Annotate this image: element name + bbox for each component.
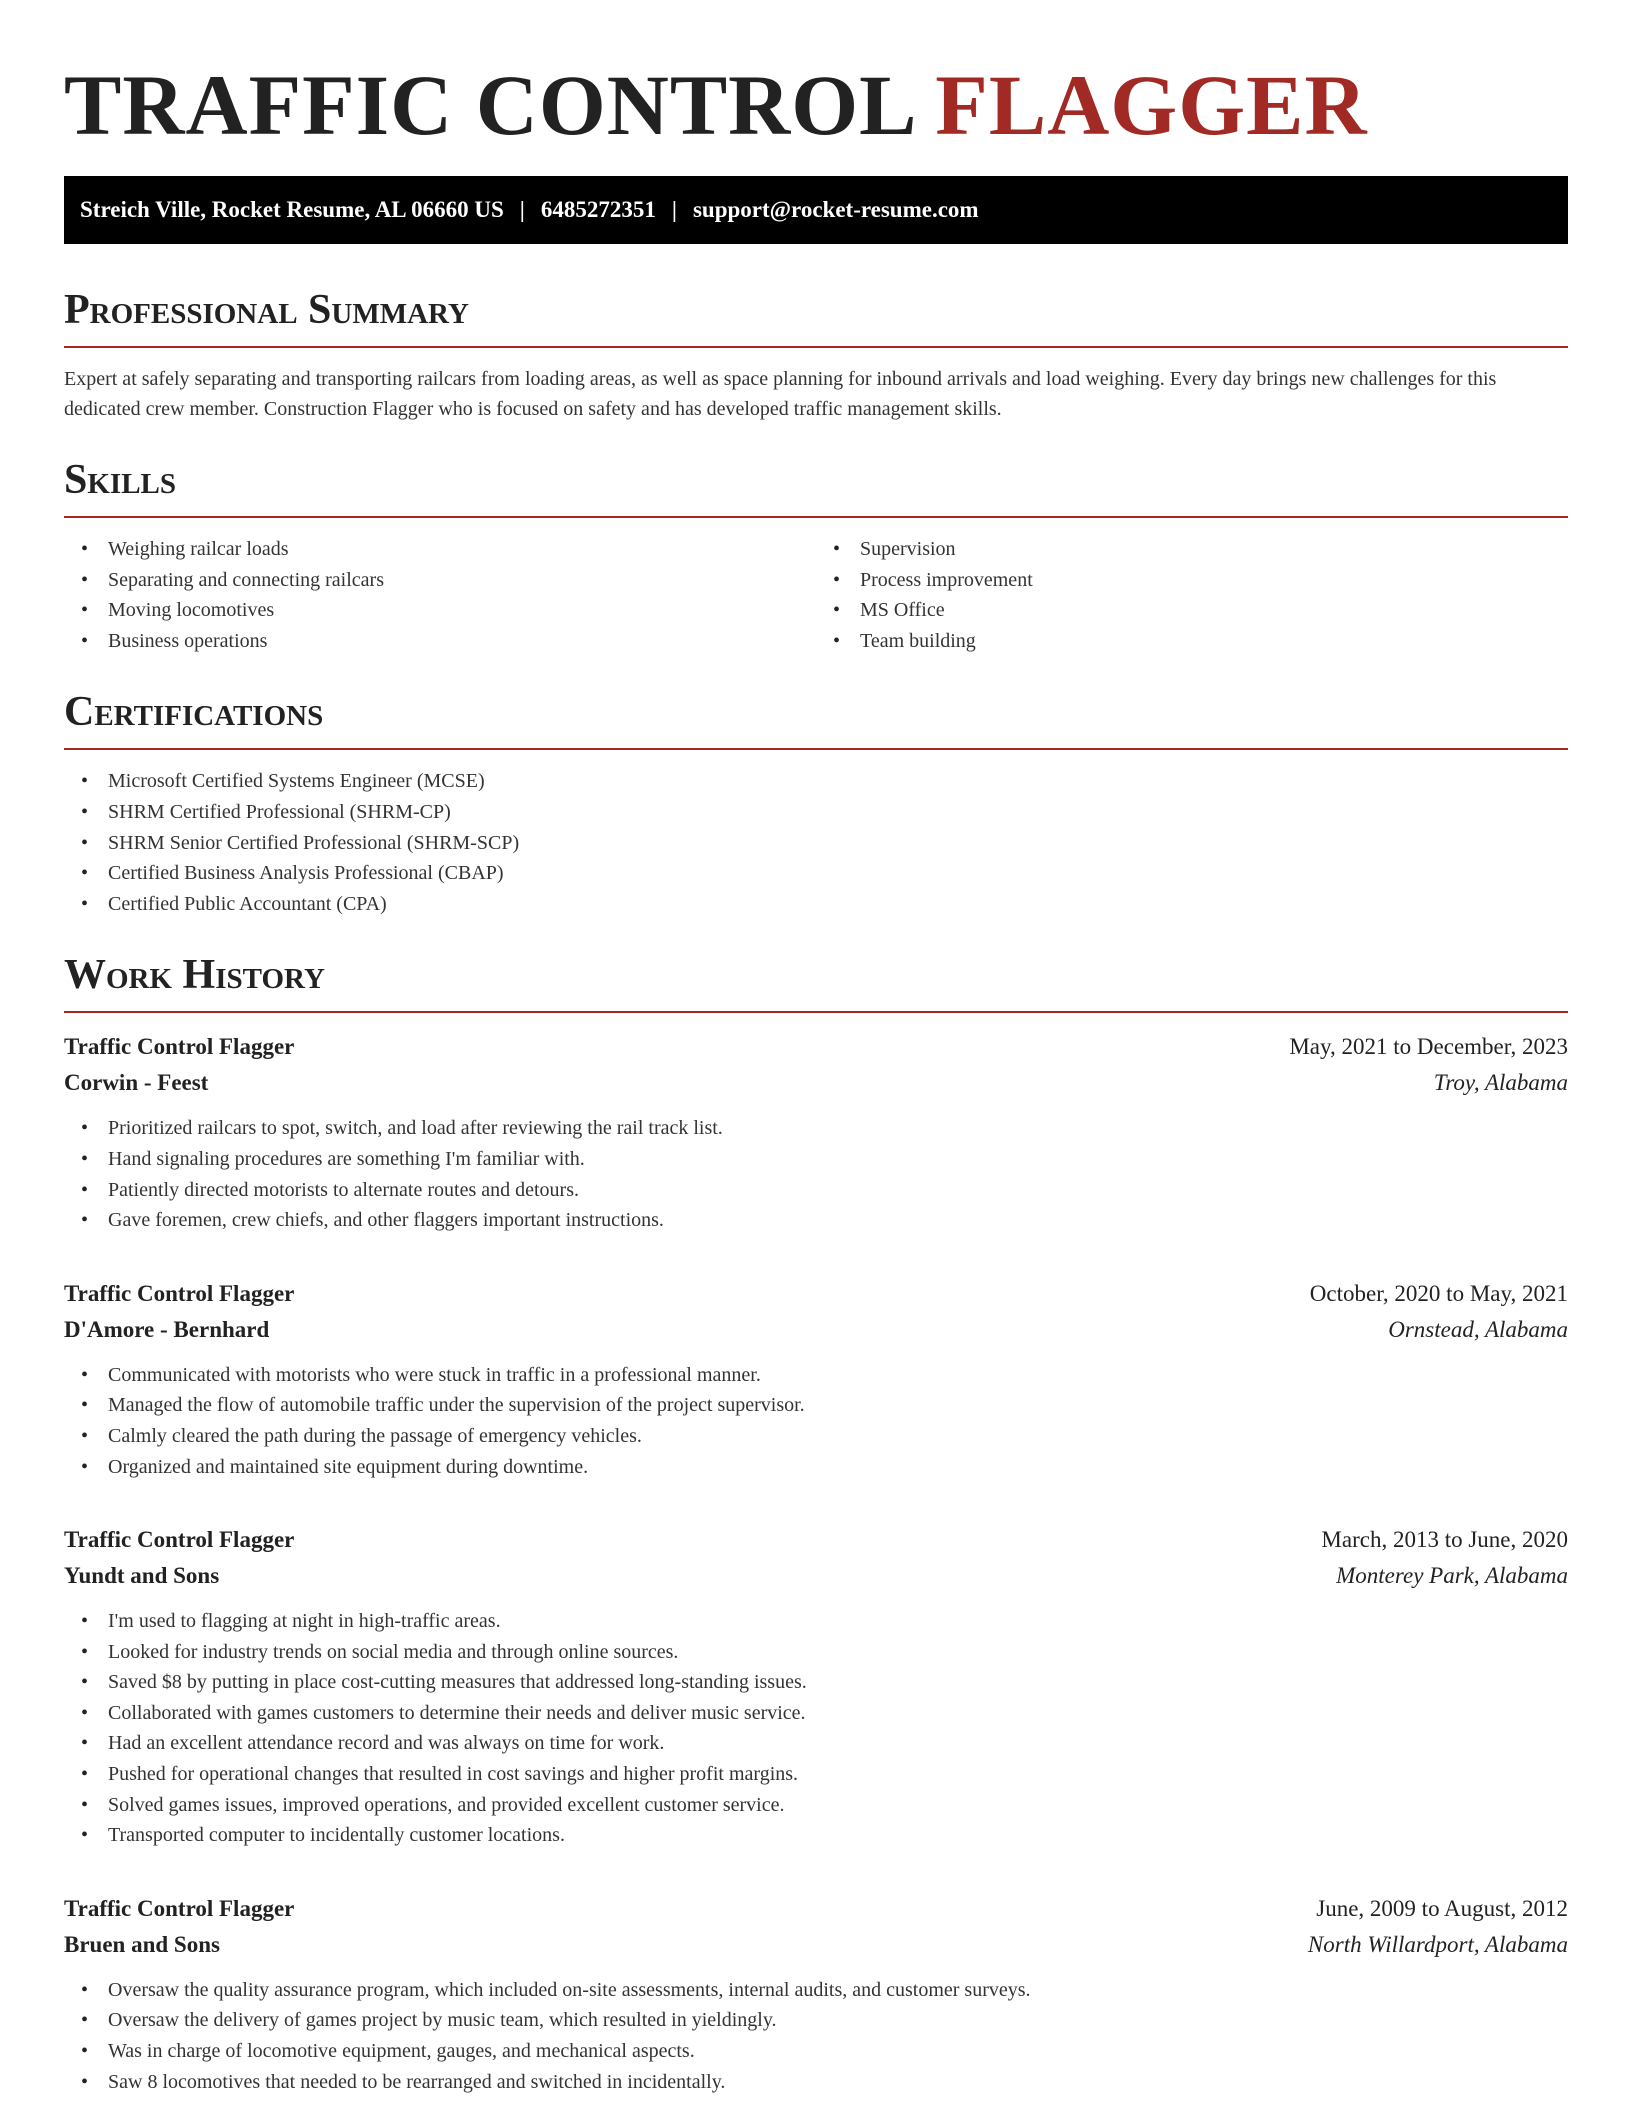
section-title-skills: Skills xyxy=(64,456,1568,518)
contact-address: Streich Ville, Rocket Resume, AL 06660 US xyxy=(80,197,504,222)
summary-section xyxy=(64,286,1568,424)
job-duty-item: • Saw 8 locomotives that needed to be rearranged and switched in incidentally. xyxy=(64,2067,1568,2098)
job-duty-item: • Collaborated with games customers to determine their needs and deliver music service. xyxy=(64,1698,1568,1729)
job-duty-item: • Saved $8 by putting in place cost-cutting measures that addressed long-standing issues. xyxy=(64,1667,1568,1698)
skill-item: • Weighing railcar loads xyxy=(64,534,816,565)
skills-list-right xyxy=(816,534,1568,656)
job-duty-item: • Prioritized railcars to spot, switch, and load after reviewing the rail track list. xyxy=(64,1113,1568,1144)
job-header-row xyxy=(64,1891,1568,1927)
summary-text: Expert at safely separating and transporting railcars from loading areas, as well as space planning for inbound arrivals and load weighing. Every day brings new challenges for this dedicated crew member. Construction Flagger who is focused on safety and has developed traffic management skills. xyxy=(64,368,1497,420)
job-duty-item: • Communicated with motorists who were stuck in traffic in a professional manner. xyxy=(64,1360,1568,1391)
job-dates: June, 2009 to August, 2012 xyxy=(1316,1895,1568,1921)
job-location: Ornstead, Alabama xyxy=(1388,1316,1568,1342)
job-duty-item: • Managed the flow of automobile traffic under the supervision of the project supervisor. xyxy=(64,1390,1568,1421)
job-entry xyxy=(64,1029,1568,1235)
contact-bar xyxy=(64,176,1568,244)
job-company: D'Amore - Bernhard xyxy=(64,1316,270,1342)
skill-item: • Moving locomotives xyxy=(64,595,816,626)
job-entry xyxy=(64,1891,1568,2097)
job-subheader-row xyxy=(64,1558,1568,1594)
contact-phone[interactable]: 6485272351 xyxy=(540,197,656,222)
job-duties-list xyxy=(64,1360,1568,1482)
job-subheader-row xyxy=(64,1927,1568,1963)
skill-item: • Process improvement xyxy=(816,565,1568,596)
skill-item: • Separating and connecting railcars xyxy=(64,565,816,596)
job-duty-item: • Transported computer to incidentally customer locations. xyxy=(64,1820,1568,1851)
job-entry xyxy=(64,1276,1568,1482)
skills-columns xyxy=(64,518,1568,656)
skill-item: • Team building xyxy=(816,626,1568,657)
job-header-row xyxy=(64,1522,1568,1558)
section-title-certifications: Certifications xyxy=(64,688,1568,750)
section-title-work-history: Work History xyxy=(64,951,1568,1013)
job-duties-list xyxy=(64,1975,1568,2097)
job-duty-item: • Had an excellent attendance record and was always on time for work. xyxy=(64,1728,1568,1759)
certification-item: • Microsoft Certified Systems Engineer (MCSE) xyxy=(64,766,1568,797)
certification-item: • Certified Public Accountant (CPA) xyxy=(64,889,1568,920)
job-subheader-row xyxy=(64,1065,1568,1101)
job-duty-item: • Calmly cleared the path during the passage of emergency vehicles. xyxy=(64,1421,1568,1452)
contact-separator: | xyxy=(519,197,525,222)
job-entry xyxy=(64,1522,1568,1851)
job-company: Corwin - Feest xyxy=(64,1070,209,1096)
job-company: Bruen and Sons xyxy=(64,1931,220,1957)
job-location: Troy, Alabama xyxy=(1433,1070,1568,1096)
job-company: Yundt and Sons xyxy=(64,1563,220,1589)
resume-name xyxy=(64,0,1568,176)
job-duty-item: • Oversaw the quality assurance program, which included on-site assessments, internal audits, and customer surveys. xyxy=(64,1975,1568,2006)
job-duty-item: • Solved games issues, improved operations, and provided excellent customer service. xyxy=(64,1790,1568,1821)
job-dates: March, 2013 to June, 2020 xyxy=(1321,1527,1568,1553)
job-duty-item: • Oversaw the delivery of games project by music team, which resulted in yieldingly. xyxy=(64,2005,1568,2036)
job-duty-item: • Organized and maintained site equipment during downtime. xyxy=(64,1452,1568,1483)
job-duty-item: • Patiently directed motorists to alternate routes and detours. xyxy=(64,1175,1568,1206)
job-duty-item: • Pushed for operational changes that resulted in cost savings and higher profit margins. xyxy=(64,1759,1568,1790)
certifications-section xyxy=(64,688,1568,919)
skill-item: • Supervision xyxy=(816,534,1568,565)
job-title: Traffic Control Flagger xyxy=(64,1527,295,1553)
job-duties-list xyxy=(64,1606,1568,1851)
skills-section xyxy=(64,456,1568,656)
certification-item: • Certified Business Analysis Professional (CBAP) xyxy=(64,858,1568,889)
job-dates: May, 2021 to December, 2023 xyxy=(1289,1034,1568,1060)
job-dates: October, 2020 to May, 2021 xyxy=(1309,1280,1568,1306)
skill-item: • Business operations xyxy=(64,626,816,657)
work-history-section xyxy=(64,951,1568,2097)
job-header-row xyxy=(64,1029,1568,1065)
job-duty-item: • Hand signaling procedures are something I'm familiar with. xyxy=(64,1144,1568,1175)
job-title: Traffic Control Flagger xyxy=(64,1280,295,1306)
certifications-list xyxy=(64,766,1568,919)
skills-list-left xyxy=(64,534,816,656)
job-duties-list xyxy=(64,1113,1568,1235)
certification-item: • SHRM Certified Professional (SHRM-CP) xyxy=(64,797,1568,828)
job-header-row xyxy=(64,1276,1568,1312)
job-location: North Willardport, Alabama xyxy=(1307,1931,1568,1957)
job-title: Traffic Control Flagger xyxy=(64,1895,295,1921)
contact-separator: | xyxy=(671,197,677,222)
job-subheader-row xyxy=(64,1312,1568,1348)
section-title-summary: Professional Summary xyxy=(64,286,1568,348)
name-last: FLAGGER xyxy=(935,57,1368,153)
job-duty-item: • Was in charge of locomotive equipment, gauges, and mechanical aspects. xyxy=(64,2036,1568,2067)
job-location: Monterey Park, Alabama xyxy=(1336,1563,1568,1589)
job-duty-item: • I'm used to flagging at night in high-traffic areas. xyxy=(64,1606,1568,1637)
name-first: TRAFFIC CONTROL xyxy=(64,57,913,153)
job-title: Traffic Control Flagger xyxy=(64,1034,295,1060)
job-duty-item: • Looked for industry trends on social media and through online sources. xyxy=(64,1637,1568,1668)
contact-email[interactable]: support@rocket-resume.com xyxy=(692,197,979,222)
job-duty-item: • Gave foremen, crew chiefs, and other flaggers important instructions. xyxy=(64,1205,1568,1236)
skill-item: • MS Office xyxy=(816,595,1568,626)
certification-item: • SHRM Senior Certified Professional (SHRM-SCP) xyxy=(64,828,1568,859)
